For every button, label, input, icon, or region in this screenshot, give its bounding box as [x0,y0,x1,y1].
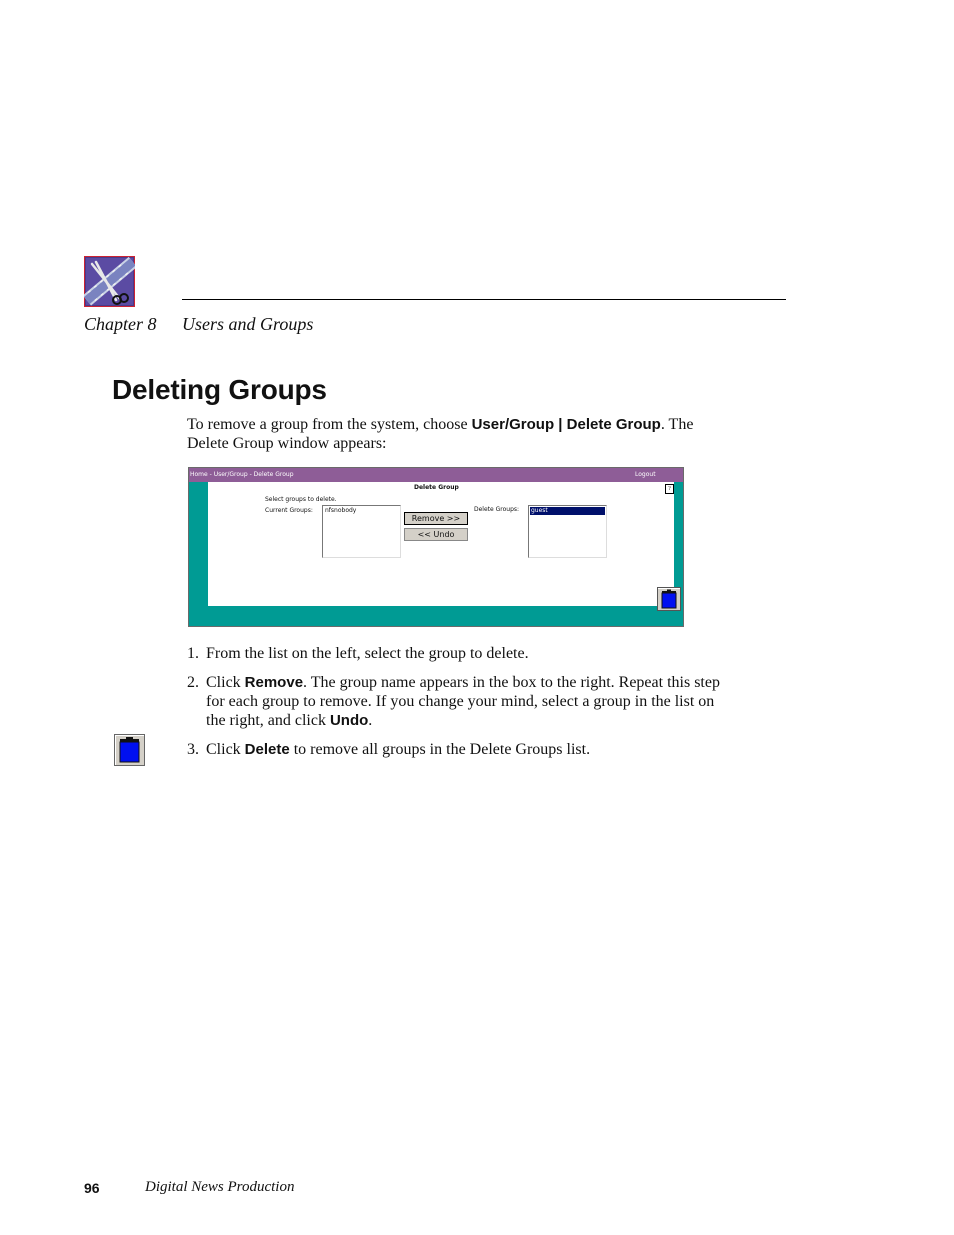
help-icon[interactable]: ? [665,484,674,494]
step-text: From the list on the left, select the group to delete. [206,645,529,662]
footer-title: Digital News Production [145,1179,295,1195]
step-number: 1. [187,645,199,662]
remove-term: Remove [244,674,304,691]
delete-group-screenshot [188,467,684,627]
current-groups-list[interactable] [322,505,401,558]
screenshot-logout-link[interactable]: Logout [635,471,656,478]
page-number: 96 [84,1180,100,1196]
list-item-selected[interactable]: guest [530,507,605,515]
delete-groups-label: Delete Groups: [474,506,520,513]
screenshot-content-panel [208,482,674,606]
step-text: Click Remove. The group name appears in the box to the right. Repeat this step for each group to remove. If you change your mind, select a group in the list on the right, and click Undo. [206,674,720,729]
undo-button[interactable]: << Undo [404,528,468,541]
chapter-title: Users and Groups [182,314,314,334]
screenshot-instructions: Select groups to delete. [265,496,337,503]
header-rule [182,299,786,300]
film-scissors-logo-icon [84,256,135,307]
delete-term: Delete [244,741,290,758]
trash-icon[interactable] [657,587,681,611]
undo-term: Undo [329,712,369,729]
screenshot-window-title: Delete Group [414,484,459,491]
step-text: Click Delete to remove all groups in the Delete Groups list. [206,741,591,758]
menu-path: User/Group | Delete Group [471,416,661,433]
delete-groups-list[interactable] [528,505,607,558]
trash-icon [114,734,145,766]
remove-button[interactable]: Remove >> [404,512,468,525]
screenshot-breadcrumb[interactable]: Home - User/Group - Delete Group [190,471,294,478]
current-groups-label: Current Groups: [265,507,313,514]
screenshot-title-bar [189,468,683,482]
page-title: Deleting Groups [112,374,327,405]
chapter-label: Chapter 8 [84,314,157,334]
step-number: 2. [187,674,199,691]
step-number: 3. [187,741,199,758]
list-item[interactable]: nfsnobody [325,507,357,514]
intro-paragraph: To remove a group from the system, choose User/Group | Delete Group. The Delete Group window appears: [187,416,694,452]
